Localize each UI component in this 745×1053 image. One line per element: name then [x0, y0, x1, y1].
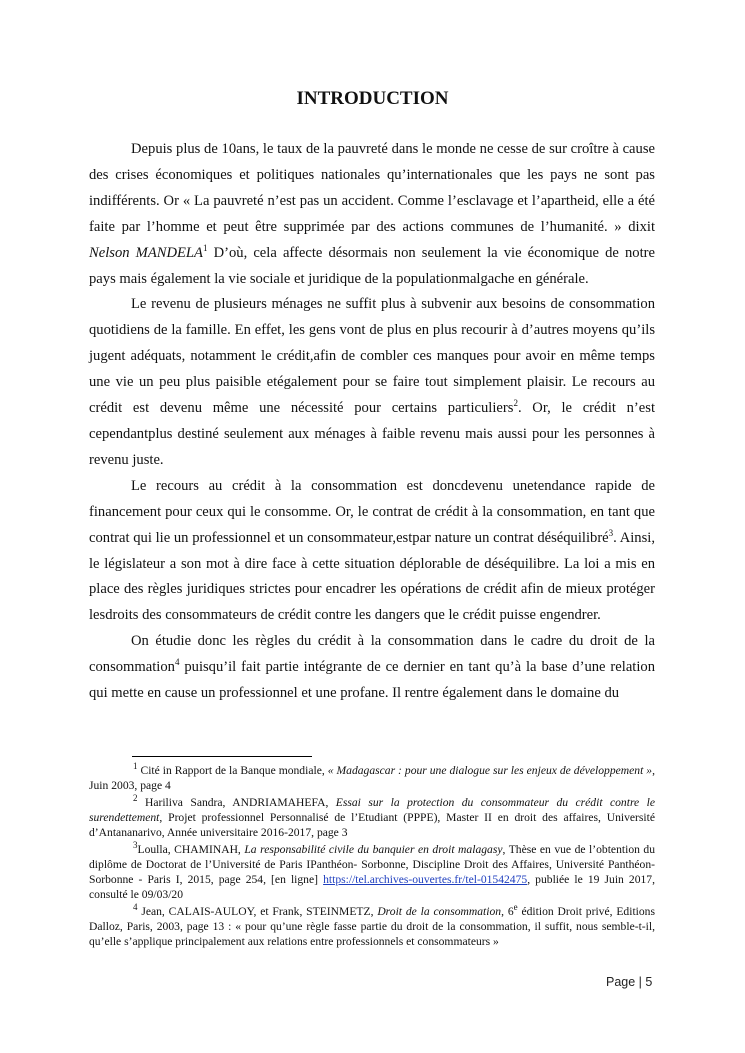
footnote-2: $^2$ Hariliva Sandra, ANDRIAMAHEFA, Essai sur la protection du consommateur du crédit contre le surendettement, Projet professionnel Personnalisé de l’Etudiant (PPPE), Master II en droit des affaires, Université d’Antananarivo, Année universitaire 2016-2017, page 3: [89, 793, 655, 839]
body-text: [89, 137, 655, 707]
footnote-ref-3[interactable]: 3: [608, 527, 614, 538]
page-number: Page | 5: [606, 975, 653, 989]
footnote-1: $^1$ Cité in Rapport de la Banque mondiale, « Madagascar : pour une dialogue sur les enjeux de développement », Juin 2003, page 4: [89, 761, 655, 792]
paragraph-4: On étudie donc les règles du crédit à la consommation dans le cadre du droit de la consommation$^4$ puisqu’il fait partie intégrante de ce dernier en tant qu’à la base d’une relation qui mette en cause un professionnel et une profane. Il rentre également dans le domaine du: [89, 633, 655, 702]
paragraph-2: Le revenu de plusieurs ménages ne suffit plus à subvenir aux besoins de consommation quotidiens de la famille. En effet, les gens vont de plus en plus recourir à d’autres moyens qu’ils jugent adéquats, notamment le crédit,afin de combler ces manques pour avoir en même temps une vie un peu plus paisible etégalement pour se faire tout simplement plaisir. Le recours au crédit est devenu même une nécessité pour certains particuliers$^2$. Or, le crédit n’est cependantplus destiné seulement aux ménages à faible revenu mais aussi pour les personnes à revenu juste.: [89, 296, 656, 468]
footnote-3: $^3$Loulla, CHAMINAH, La responsabilité civile du banquier en droit malagasy, Thèse en vue de l’obtention du diplôme de Doctorat de l’Université de Paris IPanthéon- Sorbonne, Discipline Droit des Affaires, Université Panthéon- Sorbonne - Paris I, 2015, page 254, [en ligne] https://tel.archives-ouvertes.fr/tel-01542475, publiée le 19 Juin 2017, consulté le 09/03/20: [89, 840, 656, 901]
footnote-separator: [132, 756, 312, 757]
footnote-ref-2[interactable]: 2: [513, 398, 518, 409]
page-title: INTRODUCTION: [296, 88, 449, 109]
footnotes: [89, 763, 655, 951]
paragraph-3: Le recours au crédit à la consommation est doncdevenu unetendance rapide de financement pour ceux qui le consomme. Or, le contrat de crédit à la consommation, en tant que contrat qui lie un professionnel et un consommateur,estpar nature un contrat déséquilibré$^3$. Ainsi, le législateur a son mot à dire face à cette situation déplorable de déséquilibre. La loi a mis en place des règles juridiques strictes pour encadrer les opérations de crédit afin de mieux protéger lesdroits des consommateurs de crédit contre les dangers que le crédit puisse engendrer.: [89, 477, 655, 624]
footnote-ref-4[interactable]: 4: [174, 657, 180, 668]
footnote-ref-1[interactable]: 1: [202, 242, 208, 253]
paragraph-1: Depuis plus de 10ans, le taux de la pauvreté dans le monde ne cesse de sur croître à cause des crises économiques et politiques nationales qu’internationales que les pays ne sont pas indifférents. Or « La pauvreté n’est pas un accident. Comme l’esclavage et l’apartheid, elle a été faite par l’homme et peut être supprimée par des actions communes de l’humanité. » dixit Nelson MANDELA$^1$ D’où, cela affecte désormais non seulement la vie économique de notre pays mais également la vie sociale et juridique de la populationmalgache en générale.: [89, 141, 655, 287]
author-name: Nelson MANDELA: [89, 244, 203, 261]
footnote-4: $^4$ Jean, CALAIS-AULOY, et Frank, STEINMETZ, Droit de la consommation, 6e édition Droit privé, Editions Dalloz, Paris, 2003, page 13 : « pour qu’une règle fasse partie du droit de la consommation, il suffit, nous semble-t-il, qu’elle s’applique principalement aux relations entre professionnels et consommateurs »: [89, 902, 655, 948]
thesis-link[interactable]: https://tel.archives-ouvertes.fr/tel-01542475: [323, 873, 528, 886]
